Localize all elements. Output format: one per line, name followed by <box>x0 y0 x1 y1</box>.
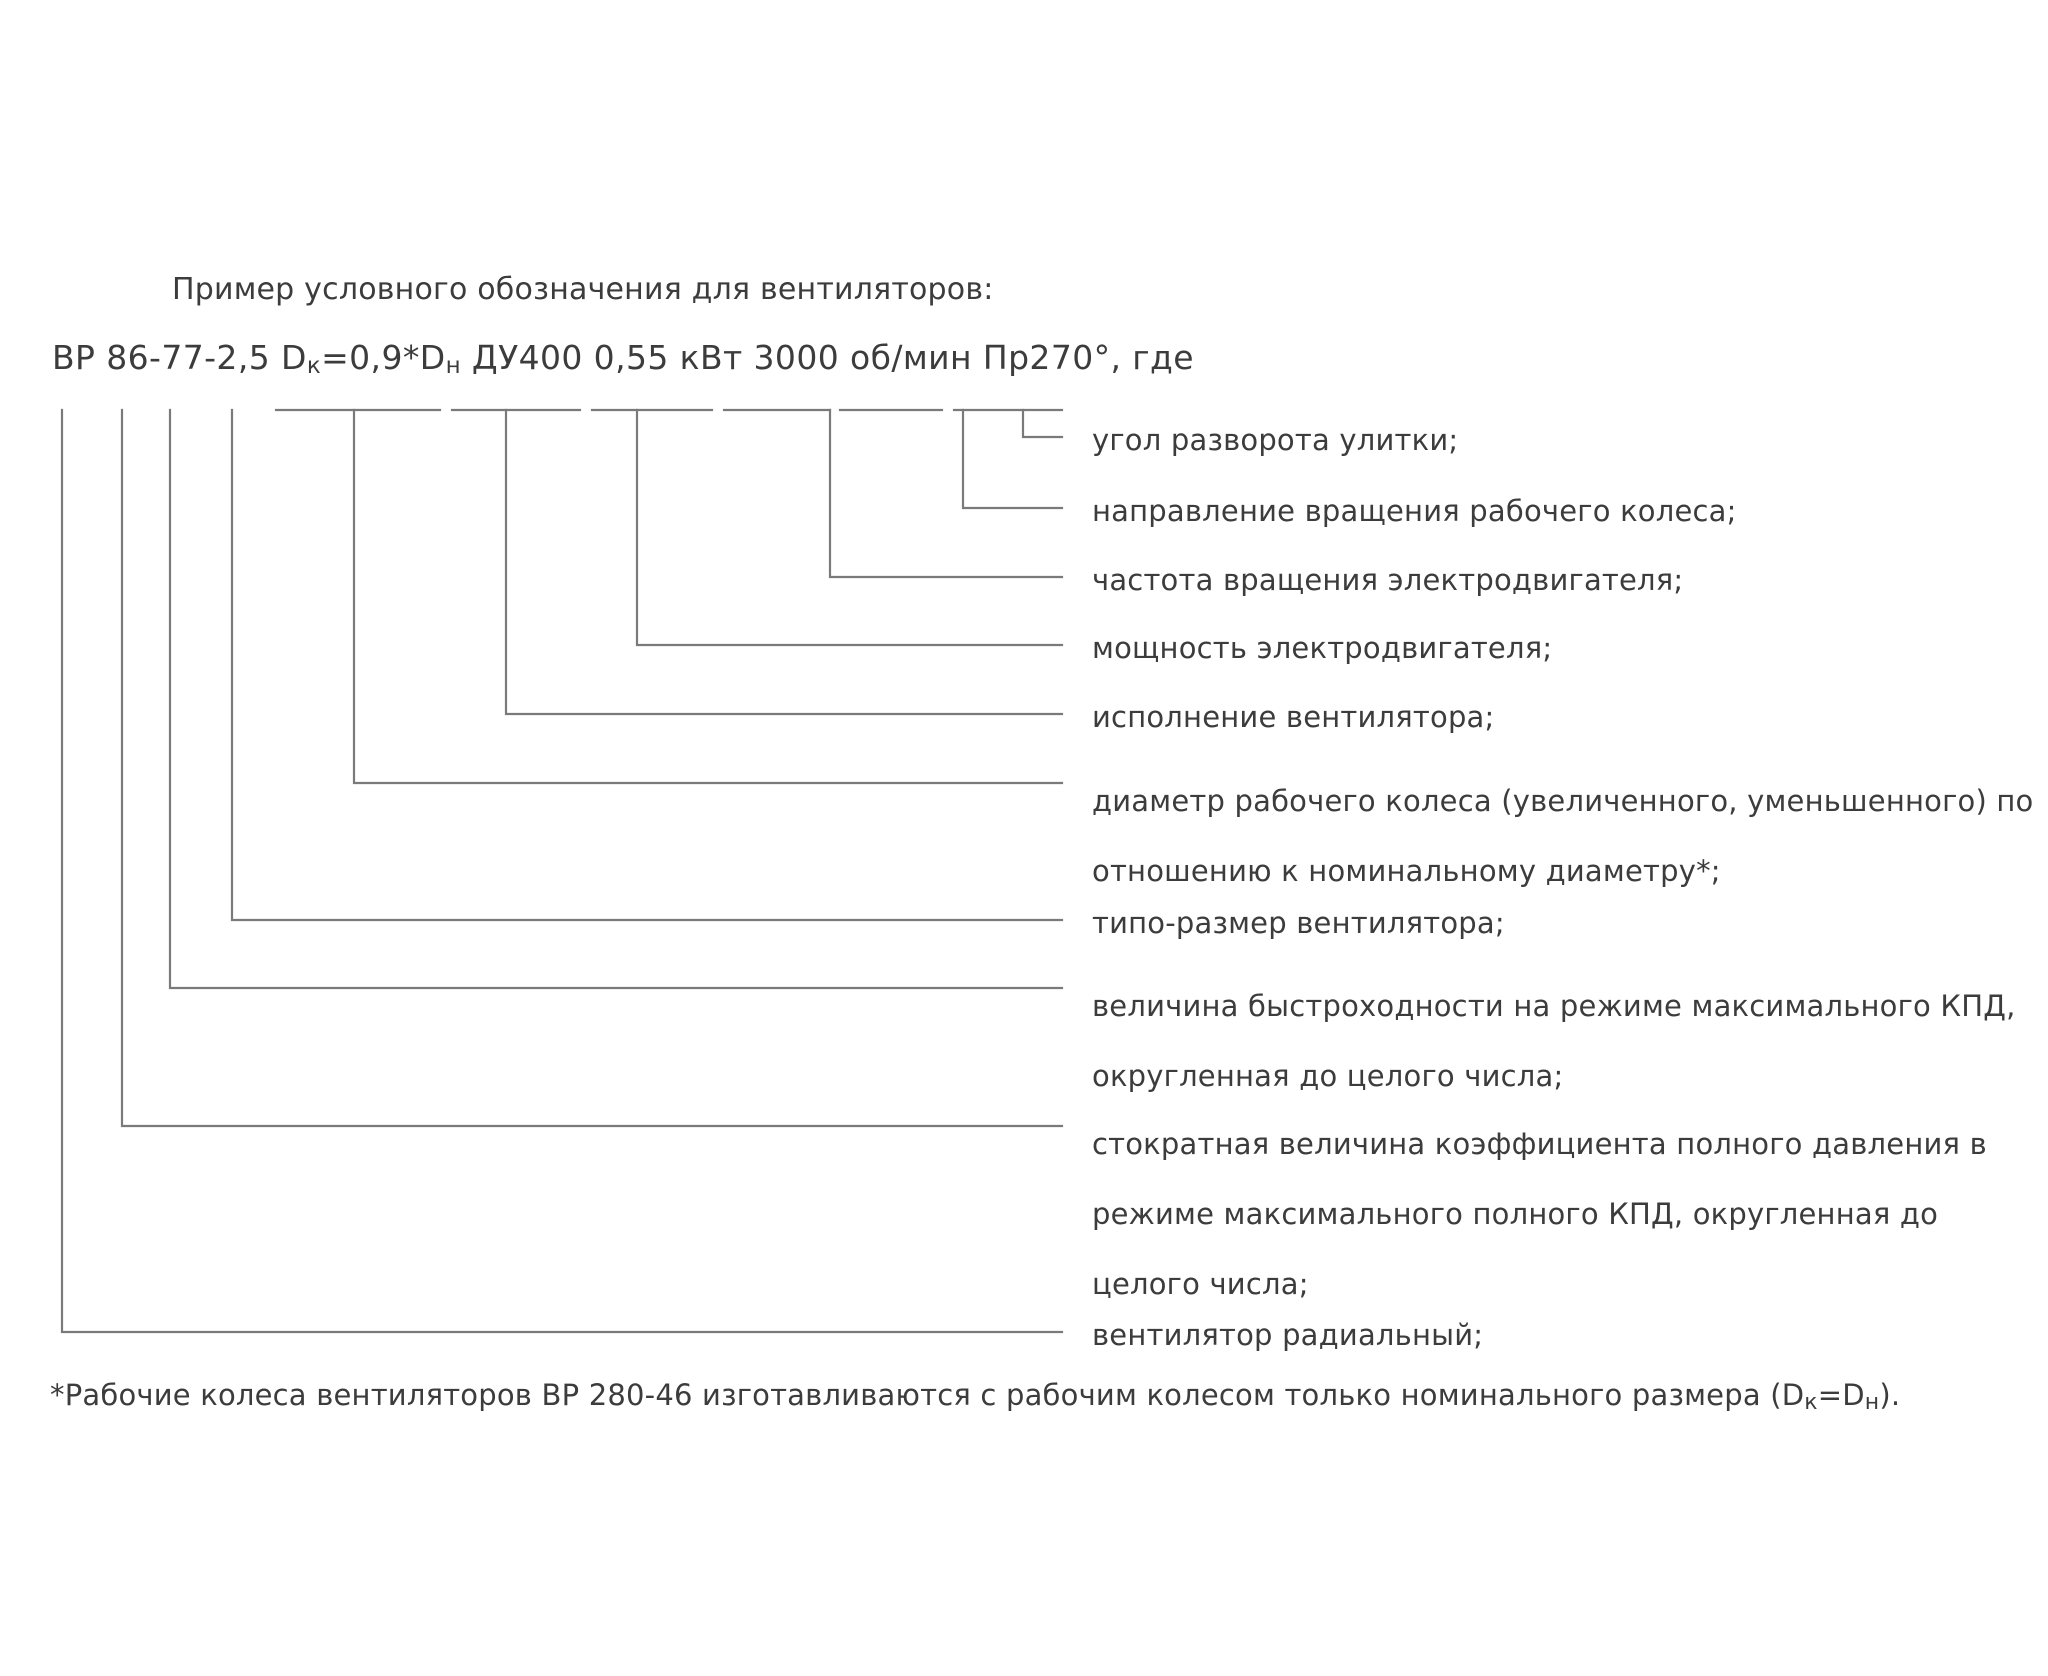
footnote-text-b: =D <box>1817 1378 1865 1412</box>
description-motor-power: мощность электродвигателя; <box>1092 631 1553 665</box>
description-pressure-coefficient: стократная величина коэффициента полного давления в режиме максимального полного КПД, округленная до целого числа; <box>1092 1127 1987 1301</box>
description-speed-value: величина быстроходности на режиме максимального КПД, округленная до целого числа; <box>1092 989 2016 1093</box>
designation-sub-n: н <box>445 353 462 379</box>
footnote-sub-k: к <box>1804 1390 1818 1415</box>
description-radial-fan: вентилятор радиальный; <box>1092 1318 1484 1352</box>
designation-sub-k: к <box>306 353 322 379</box>
designation-suffix: ДУ400 0,55 кВт 3000 об/мин Пр270°, где <box>461 338 1194 377</box>
footnote-sub-n: н <box>1864 1390 1880 1415</box>
footnote-text-c: ). <box>1879 1378 1901 1412</box>
footnote <box>50 1378 1901 1415</box>
description-rotation-direction: направление вращения рабочего колеса; <box>1092 494 1737 528</box>
description-motor-speed: частота вращения электродвигателя; <box>1092 563 1684 597</box>
description-volute-angle: угол разворота улитки; <box>1092 423 1459 457</box>
description-impeller-diameter: диаметр рабочего колеса (увеличенного, уменьшенного) по отношению к номинальному диаметру*; <box>1092 784 2034 888</box>
designation-mid: =0,9*D <box>321 338 446 377</box>
description-fan-version: исполнение вентилятора; <box>1092 700 1495 734</box>
description-fan-size: типо-размер вентилятора; <box>1092 906 1505 940</box>
footnote-text-a: *Рабочие колеса вентиляторов ВР 280-46 изготавливаются с рабочим колесом только номинального размера (D <box>50 1378 1805 1412</box>
designation-prefix: ВР 86-77-2,5 D <box>52 338 307 377</box>
intro-text: Пример условного обозначения для вентиляторов: <box>172 272 994 307</box>
